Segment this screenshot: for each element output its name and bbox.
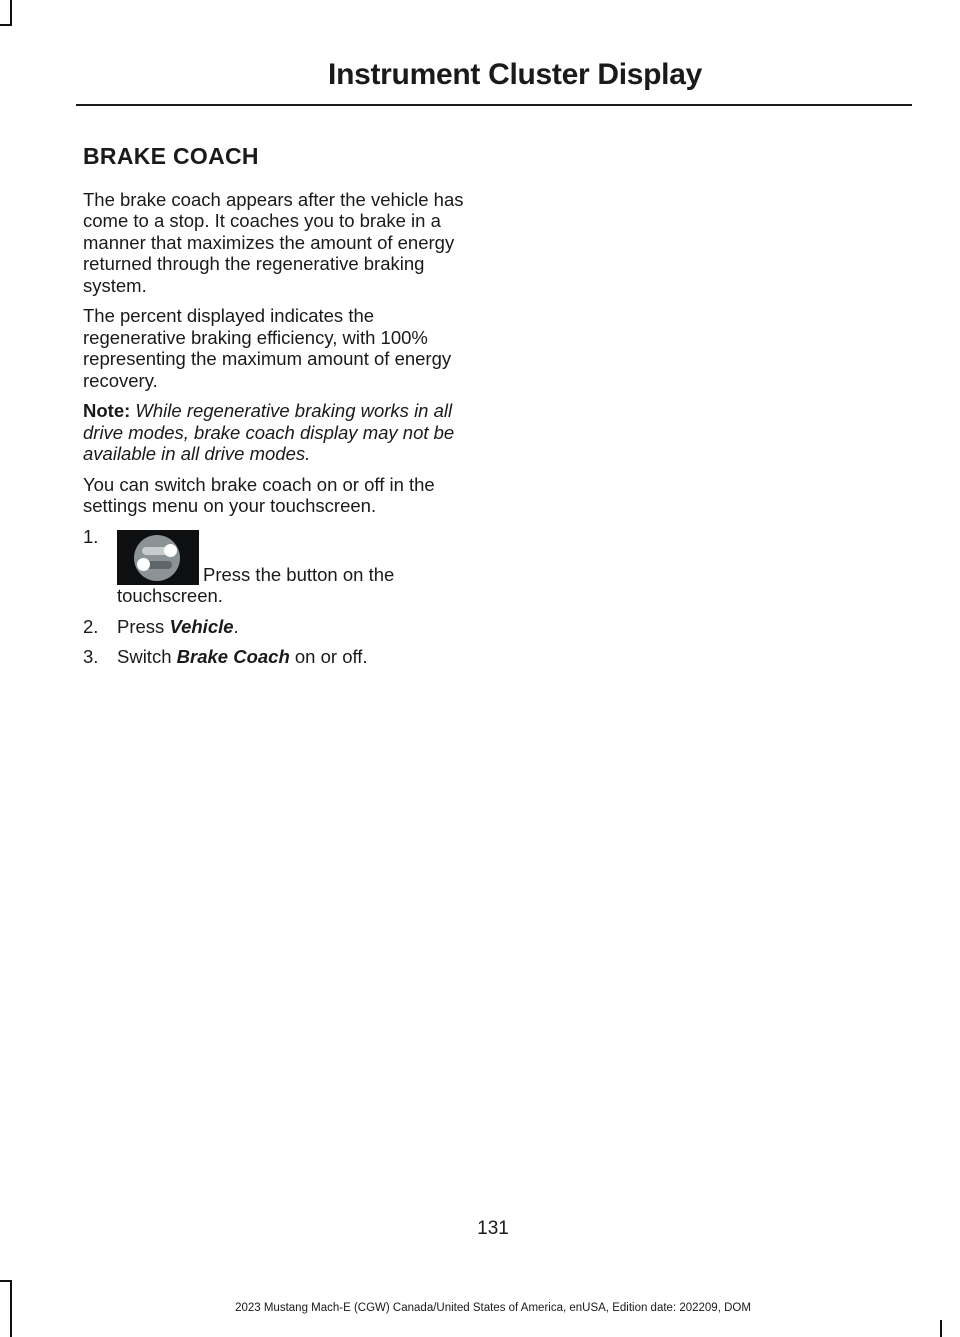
footer-edition: 2023 Mustang Mach-E (CGW) Canada/United States of America, enUSA, Edition date: 202209, DOM <box>235 1302 751 1314</box>
step-number: 2. <box>83 615 99 637</box>
main-content <box>83 143 479 677</box>
crop-mark <box>940 1320 942 1337</box>
page-number: 131 <box>477 1218 509 1239</box>
note-label: Note: <box>83 400 131 421</box>
steps-list <box>83 526 479 668</box>
note <box>83 400 479 465</box>
crop-mark <box>0 1280 12 1282</box>
paragraph: The brake coach appears after the vehicle has come to a stop. It coaches you to brake in a manner that maximizes the amount of energy returned through the regenerative braking system. <box>83 188 464 296</box>
paragraph: The percent displayed indicates the regenerative braking efficiency, with 100% representing the maximum amount of energy recovery. <box>83 305 452 391</box>
crop-mark <box>10 0 12 26</box>
section-title: BRAKE COACH <box>83 143 259 169</box>
step-text: Press the button on the touchscreen. <box>117 563 395 606</box>
settings-toggle-icon <box>117 530 199 585</box>
step-keyword: Vehicle <box>169 615 234 637</box>
step-pre: Switch <box>117 646 172 667</box>
step-post: on or off. <box>294 646 368 667</box>
step-keyword: Brake Coach <box>176 646 290 667</box>
step-item <box>83 616 479 638</box>
header-divider <box>76 104 912 106</box>
paragraph: You can switch brake coach on or off in the settings menu on your touchscreen. <box>83 473 435 516</box>
step-pre: Press <box>117 615 165 637</box>
step-post: . <box>233 615 239 637</box>
step-item <box>83 646 479 668</box>
step-item <box>83 526 479 607</box>
step-number: 3. <box>83 646 99 667</box>
page-header-title: Instrument Cluster Display <box>328 58 702 91</box>
crop-mark <box>0 24 12 26</box>
step-number: 1. <box>83 525 99 547</box>
note-text: While regenerative braking works in all drive modes, brake coach display may not be available in all drive modes. <box>83 400 455 464</box>
